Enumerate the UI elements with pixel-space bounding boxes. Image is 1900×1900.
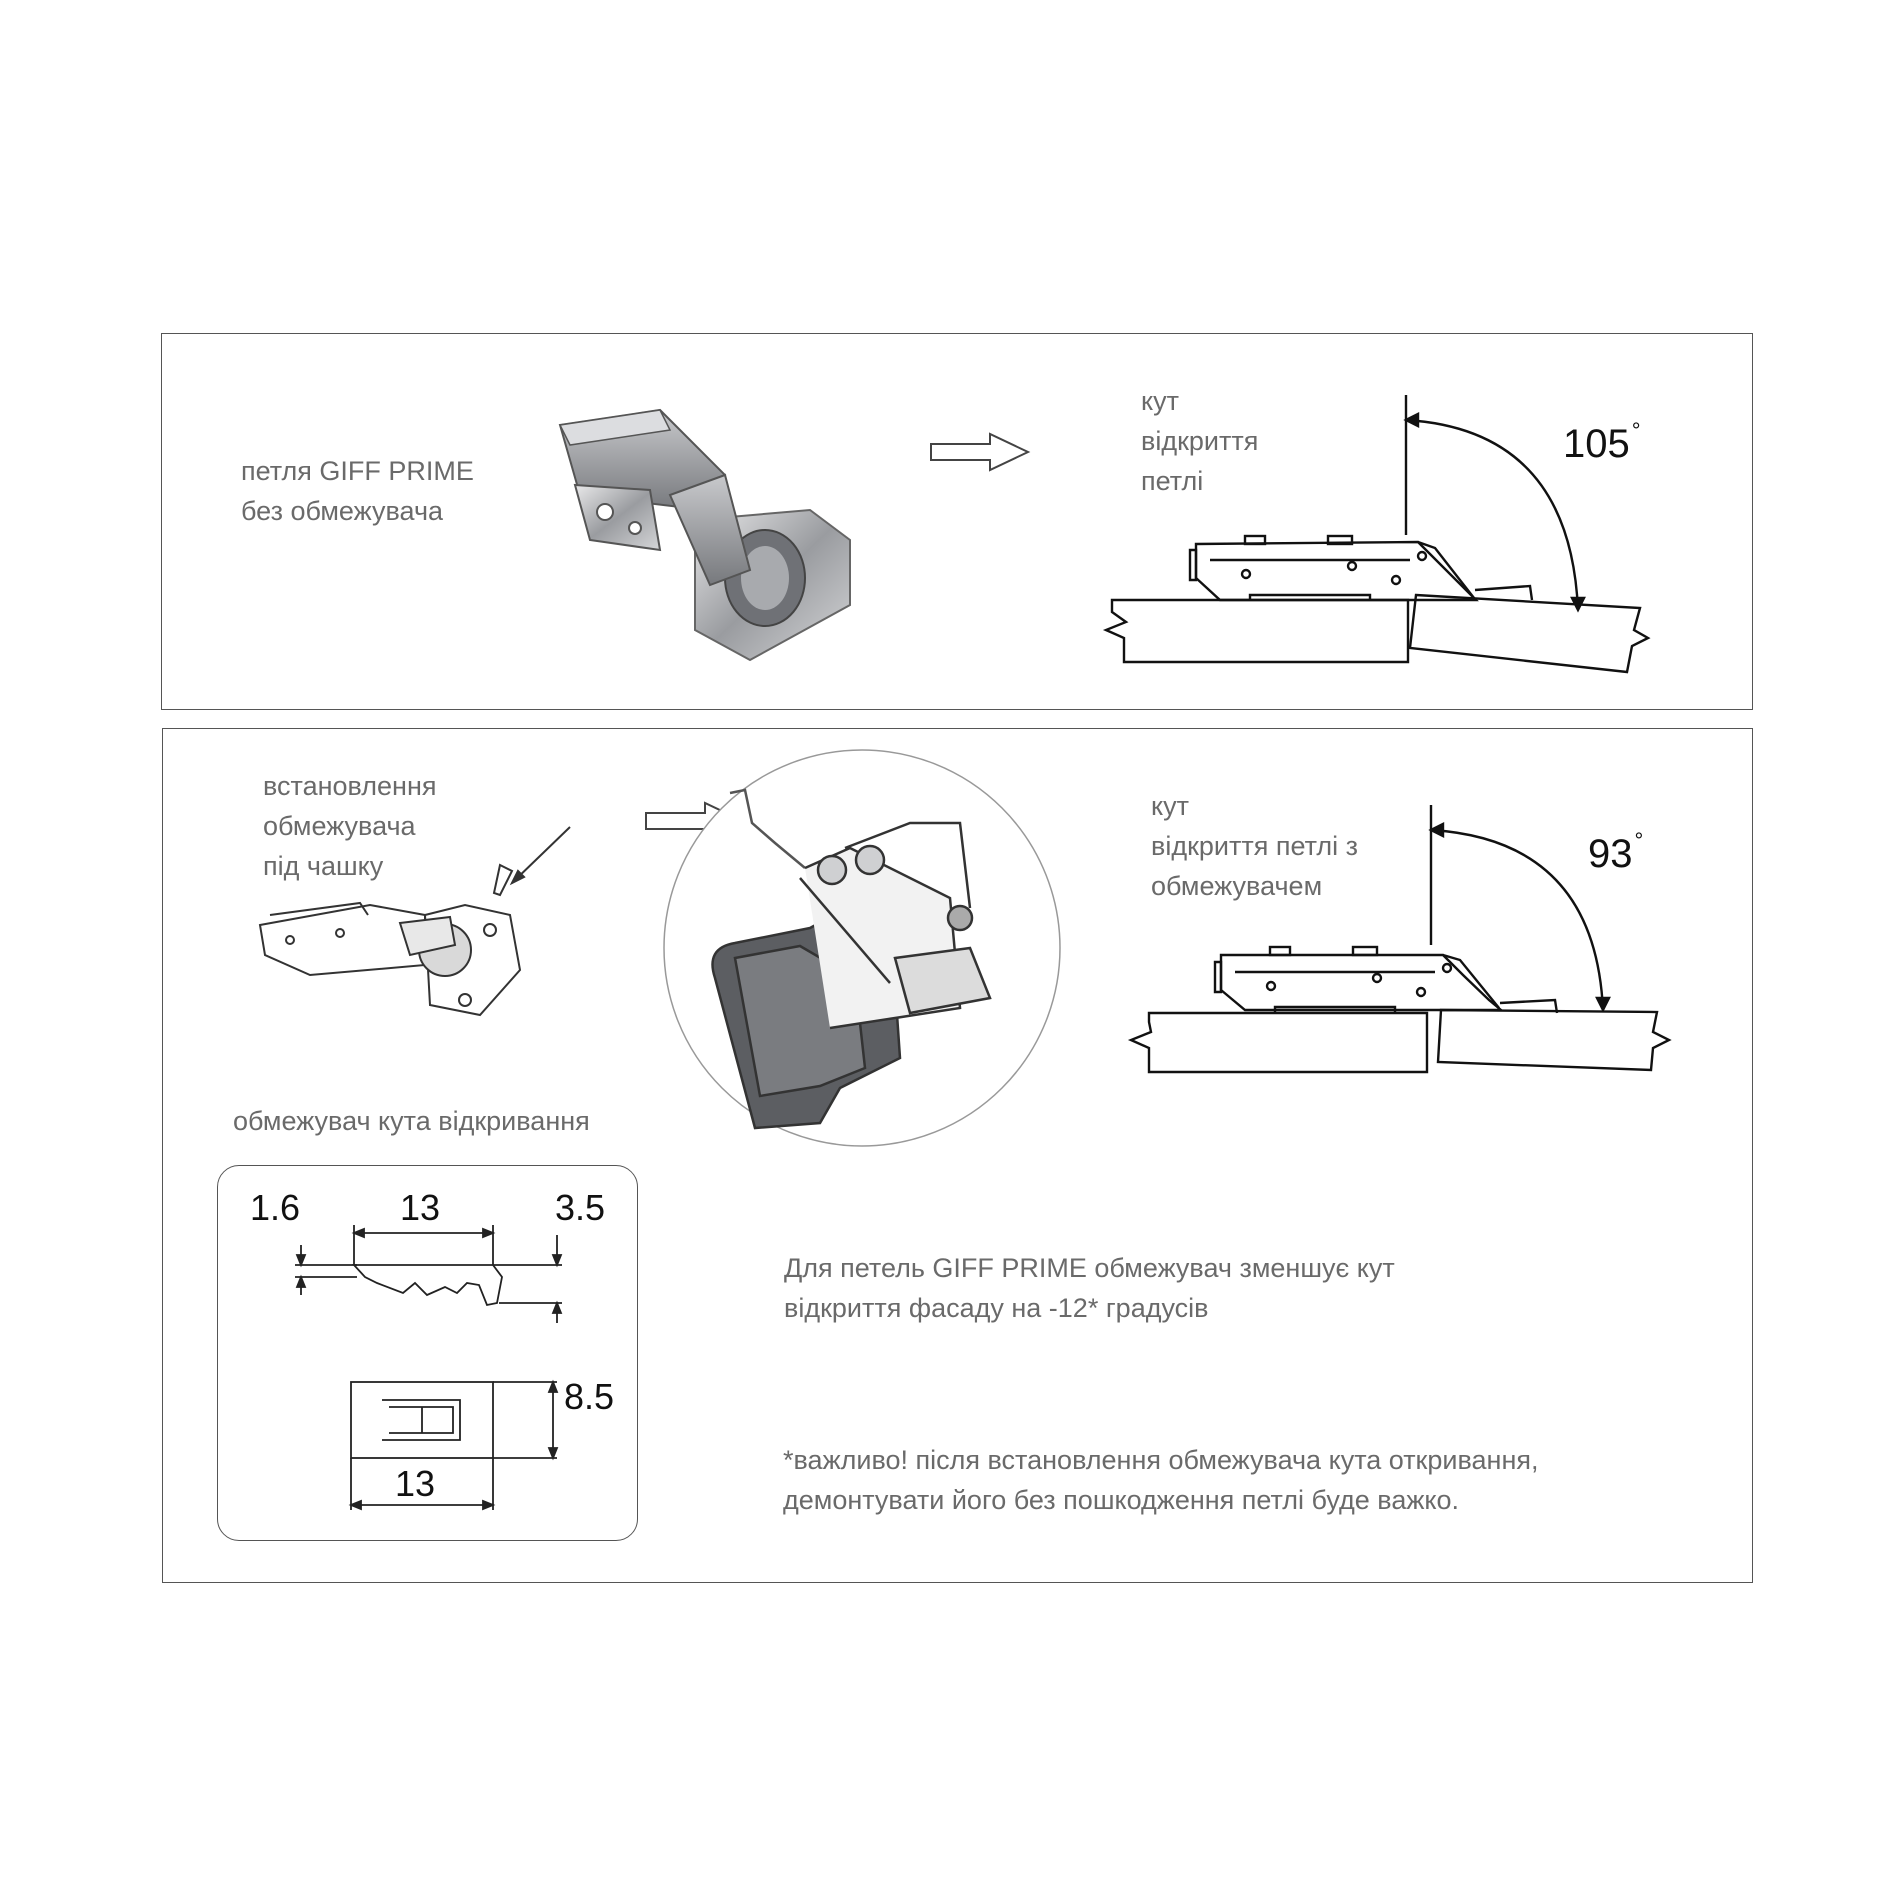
top-hinge-drawing: [1100, 390, 1660, 670]
install-label-line-1: встановлення: [263, 771, 437, 801]
description-line-1: Для петель GIFF PRIME обмежувач зменшує кут: [784, 1253, 1395, 1283]
note-line-2: демонтувати його без пошкодження петлі буде важко.: [783, 1485, 1460, 1515]
limiter-detail-circle: [660, 748, 1065, 1148]
limiter-title: обмежувач кута відкривання: [233, 1106, 590, 1136]
install-label-line-3: під чашку: [263, 851, 384, 881]
dim-side-height: 8.5: [564, 1376, 615, 1417]
top-angle-label-line-1: кут: [1141, 386, 1179, 416]
dim-top-width: 13: [400, 1187, 441, 1228]
install-hinge-drawing: [250, 815, 550, 1055]
dim-top-right: 3.5: [555, 1187, 606, 1228]
arrow-right-icon: [930, 433, 1030, 471]
top-angle-label-line-2: відкриття: [1141, 426, 1259, 456]
dim-bottom-width: 13: [395, 1463, 436, 1504]
install-label-line-2: обмежувача: [263, 811, 416, 841]
hinge-photo: [550, 400, 850, 670]
description-line-2: відкриття фасаду на -12* градусів: [784, 1293, 1209, 1323]
bottom-angle-label-line-3: обмежувачем: [1151, 871, 1323, 901]
dim-top-left: 1.6: [250, 1187, 301, 1228]
hinge-label-line-2: без обмежувача: [241, 496, 444, 526]
bottom-hinge-drawing: [1125, 800, 1685, 1080]
bottom-angle-label-line-2: відкриття петлі з: [1151, 831, 1359, 861]
important-note: [783, 1440, 1538, 1520]
description-text: [784, 1248, 1395, 1328]
bottom-angle-value: 93°: [1588, 828, 1644, 876]
bottom-angle-label-line-1: кут: [1151, 791, 1189, 821]
top-angle-label-line-3: петлі: [1141, 466, 1204, 496]
hinge-label-line-1: петля GIFF PRIME: [241, 456, 474, 486]
limiter-dimension-drawing: [217, 1165, 638, 1541]
hinge-label: [241, 451, 474, 531]
note-line-1: *важливо! після встановлення обмежувача кута откривання,: [783, 1445, 1539, 1475]
top-angle-value: 105°: [1563, 418, 1641, 466]
